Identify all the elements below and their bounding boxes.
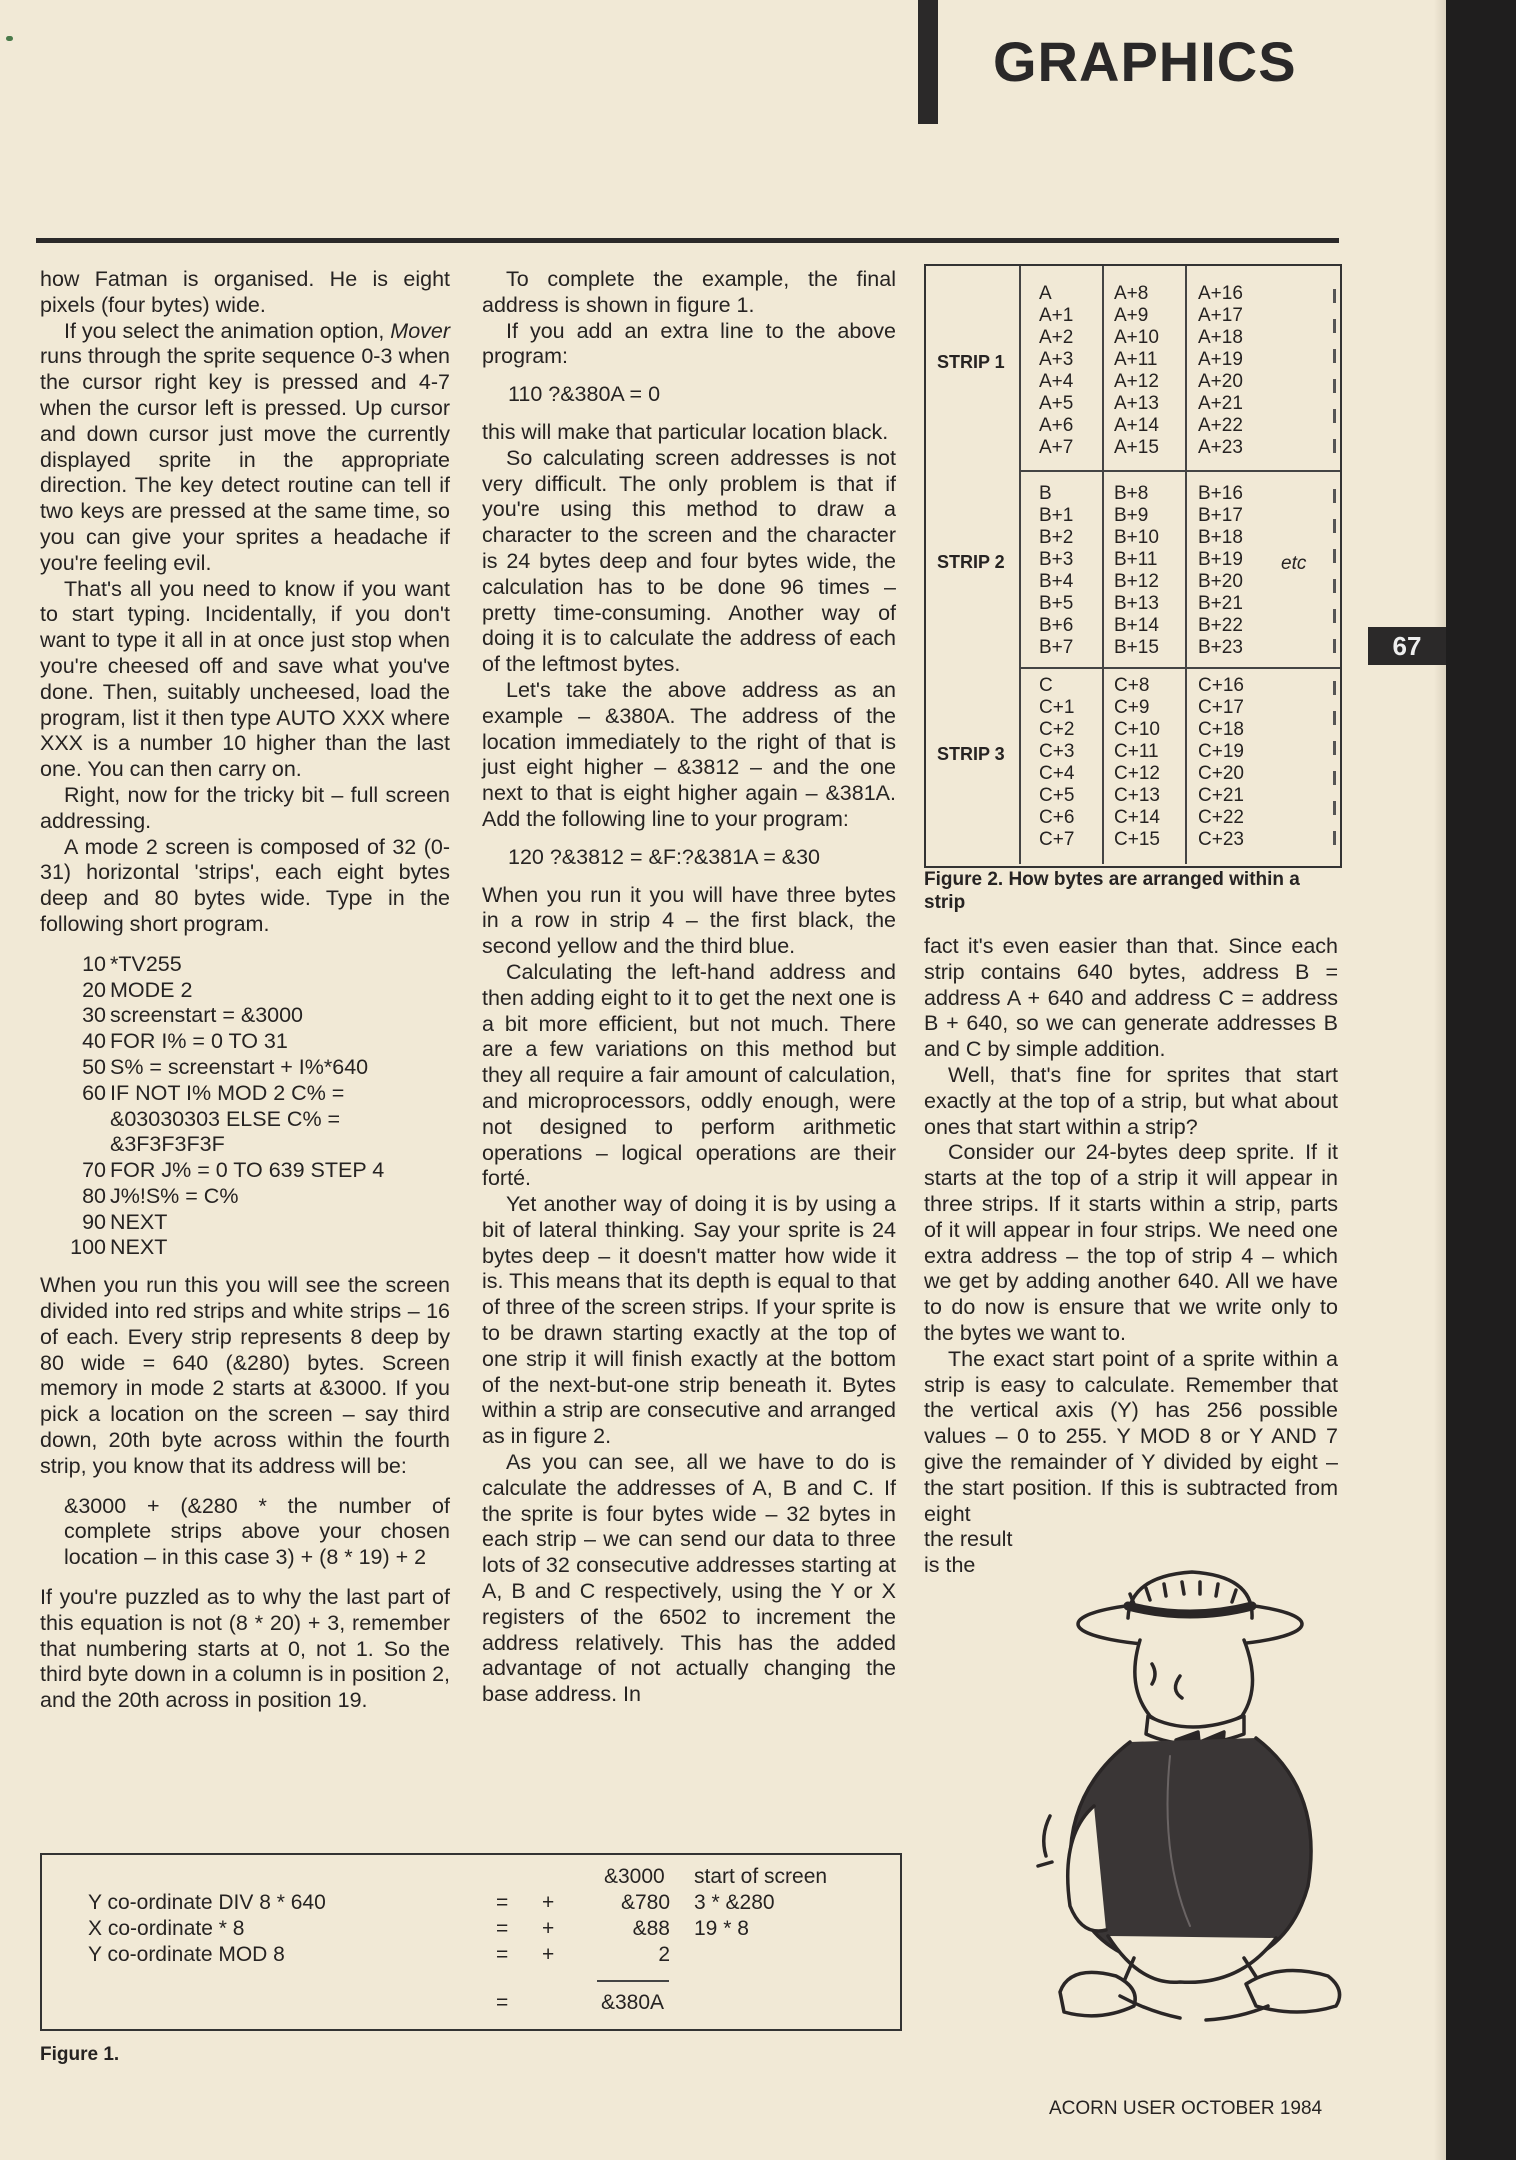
- line-text: FOR I% = 0 TO 31: [110, 1029, 288, 1054]
- line-number: 30: [82, 1003, 106, 1028]
- strip-column: [1198, 283, 1243, 459]
- code-line: [40, 1210, 450, 1236]
- byte-address: B: [1039, 483, 1052, 504]
- strip-label: STRIP 2: [937, 552, 1005, 572]
- paragraph: When you run this you will see the screen divided into red strips and white strips – 16 of each. Every strip represents 8 deep by 80 wide = 640 (&280) bytes. Screen memory in mode 2 starts at &3000. If you pick a location on the screen – say third down, 20th byte across within the fourth strip, you know that its address will be:: [40, 1273, 450, 1478]
- fig1-value: &88: [632, 1917, 670, 1940]
- paragraph: A mode 2 screen is composed of 32 (0-31) horizontal 'strips', each eight bytes deep and 80 bytes wide. Type in the following short program.: [40, 834, 450, 936]
- line-number: 50: [82, 1054, 106, 1079]
- byte-address: C+2: [1039, 719, 1075, 740]
- byte-address: A+2: [1039, 327, 1074, 348]
- fig1-equals: =: [496, 1917, 509, 1940]
- line-number: 60: [82, 1080, 106, 1105]
- byte-address: A+14: [1114, 415, 1159, 436]
- code-line: 110 ?&380A = 0: [508, 382, 661, 407]
- byte-address: C+13: [1114, 785, 1160, 806]
- line-text: &3F3F3F3F: [110, 1132, 225, 1157]
- column-3: [924, 934, 1338, 1579]
- line-number: 40: [82, 1029, 106, 1054]
- byte-address: A+20: [1198, 371, 1243, 392]
- byte-address: B+20: [1198, 571, 1243, 592]
- byte-address: C+4: [1039, 763, 1075, 784]
- speck-mark: [6, 36, 13, 41]
- paragraph: Well, that's fine for sprites that start exactly at the top of a strip, but what about ones that start within a strip?: [924, 1062, 1338, 1139]
- edge-tick: [1333, 319, 1336, 333]
- code-line: [40, 952, 450, 978]
- edge-tick: [1333, 379, 1336, 393]
- fig1-plus: +: [542, 1891, 555, 1914]
- byte-address: B+2: [1039, 527, 1074, 548]
- edge-tick: [1333, 831, 1336, 845]
- byte-address: C+15: [1114, 829, 1160, 850]
- paragraph: If you add an extra line to the above program:: [482, 318, 896, 369]
- edge-tick: [1333, 681, 1336, 695]
- table-divider: [1102, 266, 1104, 864]
- byte-address: B+17: [1198, 505, 1243, 526]
- strip-label: STRIP 1: [937, 352, 1005, 372]
- byte-address: A+22: [1198, 415, 1243, 436]
- paragraph: [40, 319, 450, 577]
- byte-address: B+14: [1114, 615, 1159, 636]
- byte-address: C+12: [1114, 763, 1160, 784]
- paragraph: this will make that particular location black.: [482, 419, 889, 444]
- paragraph: So calculating screen addresses is not very difficult. The only problem is that if you're using this method to draw a character to the screen and the character is 24 bytes deep and four bytes wide, the calculation has to be done 96 times – pretty time-consuming. Another way of doing it is to calculate the address of each of the leftmost bytes.: [482, 445, 896, 677]
- code-line: [40, 1055, 450, 1081]
- header-rule: [36, 238, 1339, 243]
- byte-address: A+6: [1039, 415, 1074, 436]
- edge-tick: [1333, 519, 1336, 533]
- byte-address: C+7: [1039, 829, 1075, 850]
- paragraph: Let's take the above address as an example – &380A. The address of the location immediately to the right of that is just eight higher – &3812 – and the one next to that is eight higher again – &381A. Add the following line to your program:: [482, 677, 896, 831]
- byte-address: B+21: [1198, 593, 1243, 614]
- fig1-value: 2: [658, 1943, 670, 1966]
- line-text: NEXT: [110, 1209, 168, 1234]
- fig1-plus: +: [542, 1943, 555, 1966]
- table-divider: [1185, 266, 1187, 864]
- strip-label: STRIP 3: [937, 744, 1005, 764]
- byte-address: A+21: [1198, 393, 1243, 414]
- byte-address: C+17: [1198, 697, 1244, 718]
- edge-tick: [1333, 549, 1336, 563]
- etc-label: etc: [1281, 553, 1307, 574]
- code-line: [40, 1158, 450, 1184]
- byte-address: B+6: [1039, 615, 1074, 636]
- line-number: 20: [82, 977, 106, 1002]
- basic-listing: [40, 952, 450, 1262]
- fig1-label: Y co-ordinate DIV 8 * 640: [88, 1891, 326, 1914]
- fig1-start-note: start of screen: [694, 1865, 828, 1888]
- strip-column: [1198, 483, 1243, 659]
- paragraph: To complete the example, the final address is shown in figure 1.: [482, 267, 896, 317]
- byte-address: A+16: [1198, 283, 1243, 304]
- line-text: &03030303 ELSE C% =: [110, 1106, 341, 1131]
- table-divider: [1019, 667, 1340, 669]
- figure-1-caption: Figure 1.: [40, 2044, 120, 2065]
- byte-address: B+12: [1114, 571, 1159, 592]
- line-text: FOR J% = 0 TO 639 STEP 4: [110, 1158, 385, 1183]
- table-divider: [1019, 266, 1021, 864]
- paragraph: The exact start point of a sprite within a strip is easy to calculate. Remember that the vertical axis (Y) has 256 possible values – 0 to 255. Y MOD 8 or Y AND 7 give the remainder of Y divided by eight – the start position. If this is subtracted from eight: [924, 1346, 1338, 1526]
- edge-tick: [1333, 609, 1336, 623]
- fig1-total-rule: [597, 1980, 669, 1982]
- byte-address: A+11: [1114, 349, 1158, 370]
- byte-address: C+20: [1198, 763, 1244, 784]
- byte-address: A+19: [1198, 349, 1243, 370]
- code-line: [40, 1132, 450, 1158]
- byte-address: A+1: [1039, 305, 1074, 326]
- edge-tick: [1333, 711, 1336, 725]
- text-line: the result: [924, 1527, 1013, 1552]
- byte-address: C+11: [1114, 741, 1159, 762]
- edge-tick: [1333, 579, 1336, 593]
- code-line: [40, 1029, 450, 1055]
- line-text: IF NOT I% MOD 2 C% =: [110, 1080, 345, 1105]
- figure-2-caption: Figure 2. How bytes are arranged within a strip: [924, 869, 1300, 913]
- byte-address: B+18: [1198, 527, 1243, 548]
- edge-tick: [1333, 349, 1336, 363]
- byte-address: C+14: [1114, 807, 1160, 828]
- code-line: [40, 978, 450, 1004]
- column-2: [482, 267, 896, 1708]
- program-name: Mover: [390, 318, 451, 343]
- strip-column: [1039, 675, 1074, 851]
- byte-address: A+23: [1198, 437, 1243, 458]
- fig1-plus: +: [542, 1917, 555, 1940]
- byte-address: B+19: [1198, 549, 1243, 570]
- byte-address: A+5: [1039, 393, 1074, 414]
- byte-address: B+3: [1039, 549, 1074, 570]
- byte-address: B+13: [1114, 593, 1159, 614]
- fig1-total-eq: =: [496, 1991, 509, 2014]
- text-run: runs through the sprite sequence 0-3 when the cursor right key is pressed and 4-7 when the cursor left is pressed. Up cursor and down cursor just move the currently displayed sprite in the appropriate direction. The key detect routine can tell if two keys are pressed at the same time, so you can give your sprites a headache if you're feeling evil.: [40, 344, 450, 575]
- table-divider: [1019, 470, 1340, 472]
- column-1: [40, 267, 450, 1714]
- byte-address: C+19: [1198, 741, 1244, 762]
- byte-address: A+15: [1114, 437, 1159, 458]
- paragraph: Right, now for the tricky bit – full screen addressing.: [40, 782, 450, 833]
- strip-column: [1039, 483, 1073, 659]
- code-line: [40, 1235, 450, 1261]
- byte-address: B+23: [1198, 637, 1243, 658]
- formula: &3000 + (&280 * the number of complete strips above your chosen location – in this case 3) + (8 * 19) + 2: [64, 1493, 450, 1570]
- edge-tick: [1333, 801, 1336, 815]
- code-line: [40, 1003, 450, 1029]
- edge-tick: [1333, 741, 1336, 755]
- paragraph: That's all you need to know if you want to start typing. Incidentally, if you don't want to type it all in at once just stop when you're cheesed off and save what you've done. Then, suitably uncheesed, load the program, list it then type AUTO XXX where XXX is a number 10 higher than the last one. You can then carry on.: [40, 576, 450, 782]
- paragraph: Calculating the left-hand address and then adding eight to it to get the next one is a bit more efficient, but not much. There are a few variations on this method but they all require a fair amount of calculation, and microprocessors, oddly enough, were not designed to perform arithmetic operations – logical operations are their forté.: [482, 959, 896, 1191]
- edge-tick: [1333, 489, 1336, 503]
- byte-address: C+8: [1114, 675, 1150, 696]
- byte-address: A+4: [1039, 371, 1074, 392]
- line-number: 80: [82, 1183, 106, 1208]
- page-footer: ACORN USER OCTOBER 1984: [1049, 2098, 1323, 2119]
- byte-address: B+9: [1114, 505, 1149, 526]
- byte-address: A: [1039, 283, 1052, 304]
- strip-column: [1114, 483, 1159, 659]
- byte-address: B+15: [1114, 637, 1159, 658]
- line-number: 90: [82, 1209, 106, 1234]
- section-title: GRAPHICS: [993, 30, 1297, 93]
- strip-column: [1198, 675, 1244, 851]
- fig1-start-value: &3000: [604, 1865, 665, 1888]
- byte-address: C+5: [1039, 785, 1075, 806]
- page-edge: [1446, 0, 1516, 2160]
- byte-address: A+9: [1114, 305, 1149, 326]
- line-text: J%!S% = C%: [110, 1183, 239, 1208]
- strip-column: [1114, 283, 1159, 459]
- byte-address: C+18: [1198, 719, 1244, 740]
- paragraph: how Fatman is organised. He is eight pixels (four bytes) wide.: [40, 267, 450, 317]
- code-line: 120 ?&3812 = &F:?&381A = &30: [508, 844, 821, 869]
- fig1-label: Y co-ordinate MOD 8: [88, 1943, 285, 1966]
- strip-column: [1039, 283, 1073, 459]
- fig1-total-value: &380A: [601, 1991, 665, 2014]
- byte-address: A+17: [1198, 305, 1243, 326]
- line-text: *TV255: [110, 951, 182, 976]
- line-number: 100: [70, 1235, 106, 1260]
- byte-address: C: [1039, 675, 1053, 696]
- byte-address: A+13: [1114, 393, 1159, 414]
- paragraph: Yet another way of doing it is by using a bit of lateral thinking. Say your sprite is 24 bytes deep – it doesn't matter how wide it is. This means that its depth is equal to that of three of the screen strips. If your sprite is to be drawn starting exactly at the top of one strip it will finish exactly at the bottom of the next-but-one strip beneath it. Bytes within a strip are consecutive and arranged as in figure 2.: [482, 1192, 896, 1449]
- byte-address: B+7: [1039, 637, 1074, 658]
- byte-address: C+3: [1039, 741, 1075, 762]
- edge-tick: [1333, 639, 1336, 653]
- code-line: [40, 1081, 450, 1107]
- byte-address: C+9: [1114, 697, 1150, 718]
- byte-address: A+8: [1114, 283, 1149, 304]
- byte-address: B+16: [1198, 483, 1243, 504]
- line-text: screenstart = &3000: [110, 1003, 304, 1028]
- byte-address: A+3: [1039, 349, 1074, 370]
- text-run: If you select the animation option,: [64, 318, 391, 343]
- byte-address: C+6: [1039, 807, 1075, 828]
- line-text: MODE 2: [110, 977, 193, 1002]
- paragraph: When you run it you will have three bytes in a row in strip 4 – the first black, the second yellow and the third blue.: [482, 882, 896, 959]
- edge-tick: [1333, 771, 1336, 785]
- line-text: S% = screenstart + I%*640: [110, 1054, 369, 1079]
- page-number: 67: [1368, 627, 1446, 665]
- byte-address: C+21: [1198, 785, 1244, 806]
- fig1-note: 3 * &280: [694, 1891, 775, 1914]
- strip-column: [1114, 675, 1160, 851]
- code-line: [40, 1107, 450, 1133]
- byte-address: C+22: [1198, 807, 1244, 828]
- fig1-equals: =: [496, 1891, 509, 1914]
- text-line: is the: [924, 1553, 976, 1578]
- line-number: 10: [82, 951, 106, 976]
- paragraph: As you can see, all we have to do is calculate the addresses of A, B and C. If the sprite is four bytes wide – 32 bytes in each strip – we can send our data to three lots of 32 consecutive addresses starting at A, B and C respectively, using the Y or X registers of the 6502 to increment the address relatively. This has the added advantage of not actually changing the base address. In: [482, 1450, 896, 1707]
- fig1-value: &780: [620, 1891, 670, 1914]
- paragraph: Consider our 24-bytes deep sprite. If it starts at the top of a strip it will appear in three strips. If it starts within a strip, parts of it will appear in four strips. We need one extra address – the top of strip 4 – which we get by adding another 640. All we have to do now is ensure that we write only to the bytes we want to.: [924, 1140, 1338, 1345]
- line-text: NEXT: [110, 1235, 168, 1260]
- paragraph: If you're puzzled as to why the last part of this equation is not (8 * 20) + 3, remember that numbering starts at 0, not 1. So the third byte down in a column is in position 2, and the 20th across in position 19.: [40, 1585, 450, 1713]
- edge-tick: [1333, 289, 1336, 303]
- byte-address: B+22: [1198, 615, 1243, 636]
- fig1-note: 19 * 8: [694, 1917, 749, 1940]
- byte-address: A+12: [1114, 371, 1159, 392]
- edge-tick: [1333, 409, 1336, 423]
- byte-address: A+10: [1114, 327, 1159, 348]
- paragraph: fact it's even easier than that. Since each strip contains 640 bytes, address B = address A + 640 and address C = address B + 640, so we can generate addresses B and C by simple addition.: [924, 934, 1338, 1062]
- line-number: 70: [82, 1158, 106, 1183]
- byte-address: A+7: [1039, 437, 1074, 458]
- byte-address: C+16: [1198, 675, 1244, 696]
- byte-address: B+1: [1039, 505, 1074, 526]
- byte-address: C+1: [1039, 697, 1075, 718]
- edge-tick: [1333, 439, 1336, 453]
- byte-address: C+23: [1198, 829, 1244, 850]
- section-bar: [918, 0, 938, 124]
- byte-address: B+8: [1114, 483, 1149, 504]
- byte-address: C+10: [1114, 719, 1160, 740]
- byte-address: A+18: [1198, 327, 1243, 348]
- fig1-label: X co-ordinate * 8: [88, 1917, 245, 1940]
- byte-address: B+5: [1039, 593, 1074, 614]
- byte-address: B+11: [1114, 549, 1158, 570]
- fatman-illustration: [1030, 1566, 1348, 2028]
- code-line: [40, 1184, 450, 1210]
- byte-address: B+4: [1039, 571, 1074, 592]
- fig1-equals: =: [496, 1943, 509, 1966]
- byte-address: B+10: [1114, 527, 1159, 548]
